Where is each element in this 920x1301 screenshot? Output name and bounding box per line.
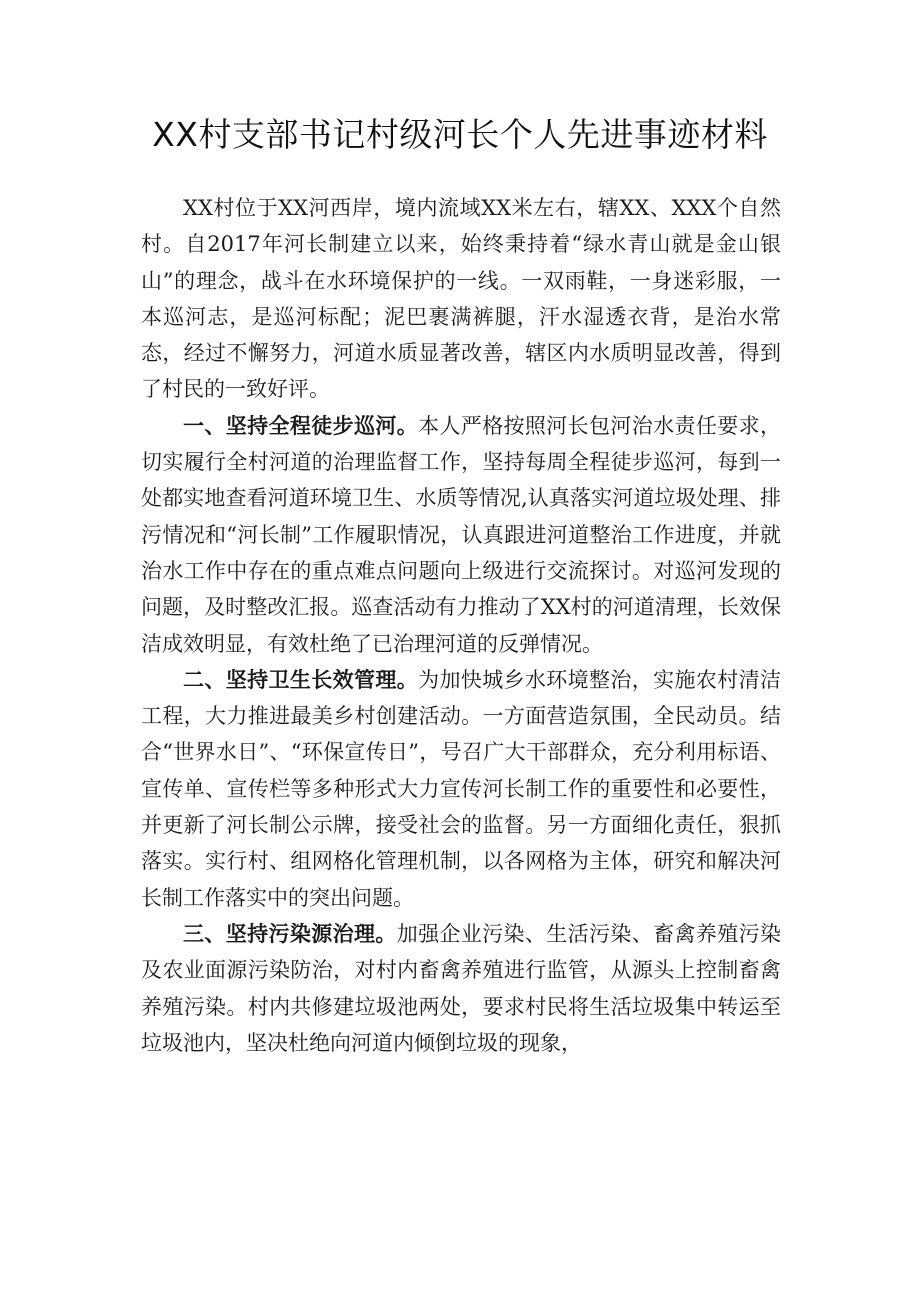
document-body <box>141 190 781 1061</box>
paragraph-intro-text: XX村位于XX河西岸，境内流域XX米左右，辖XX、XXX个自然村。自2017年河长制建立以来，始终秉持着“绿水青山就是金山银山”的理念，战斗在水环境保护的一线。一双雨鞋，一身迷彩服，一本巡河志，是巡河标配；泥巴裹满裤腿，汗水湿透衣背，是治水常态，经过不懈努力，河道水质显著改善，辖区内水质明显改善，得到了村民的一致好评。 <box>141 196 781 402</box>
section-1-heading: 一、坚持全程徒步巡河。 <box>183 413 419 438</box>
paragraph-section-1 <box>141 408 781 662</box>
paragraph-section-3 <box>141 916 781 1061</box>
section-2-text: 为加快城乡水环境整治，实施农村清洁工程，大力推进最美乡村创建活动。一方面营造氛围，全民动员。结合“世界水日”、“环保宣传日”，号召广大干部群众，充分利用标语、宣传单、宣传栏等多种形式大力宣传河长制工作的重要性和必要性，并更新了河长制公示牌，接受社会的监督。另一方面细化责任，狠抓落实。实行村、组网格化管理机制，以各网格为主体，研究和解决河长制工作落实中的突出问题。 <box>141 667 782 910</box>
paragraph-section-2 <box>141 662 781 916</box>
section-3-text: 加强企业污染、生活污染、畜禽养殖污染及农业面源污染防治，对村内畜禽养殖进行监管，从源头上控制畜禽养殖污染。村内共修建垃圾池两处，要求村民将生活垃圾集中转运至垃圾池内，坚决杜绝向河道内倾倒垃圾的现象， <box>141 921 781 1055</box>
section-1-text: 本人严格按照河长包河治水责任要求，切实履行全村河道的治理监督工作，坚持每周全程徒步巡河，每到一处都实地查看河道环境卫生、水质等情况,认真落实河道垃圾处理、排污情况和“河长制”工作履职情况，认真跟进河道整治工作进度，并就治水工作中存在的重点难点问题向上级进行交流探讨。对巡河发现的问题，及时整改汇报。巡查活动有力推动了XX村的河道清理，长效保洁成效明显，有效杜绝了已治理河道的反弹情况。 <box>141 413 782 656</box>
section-3-heading: 三、坚持污染源治理。 <box>183 921 397 946</box>
document-title: XX村支部书记村级河长个人先进事迹材料 <box>152 115 768 154</box>
section-2-heading: 二、坚持卫生长效管理。 <box>183 667 419 692</box>
paragraph-intro <box>141 190 781 408</box>
